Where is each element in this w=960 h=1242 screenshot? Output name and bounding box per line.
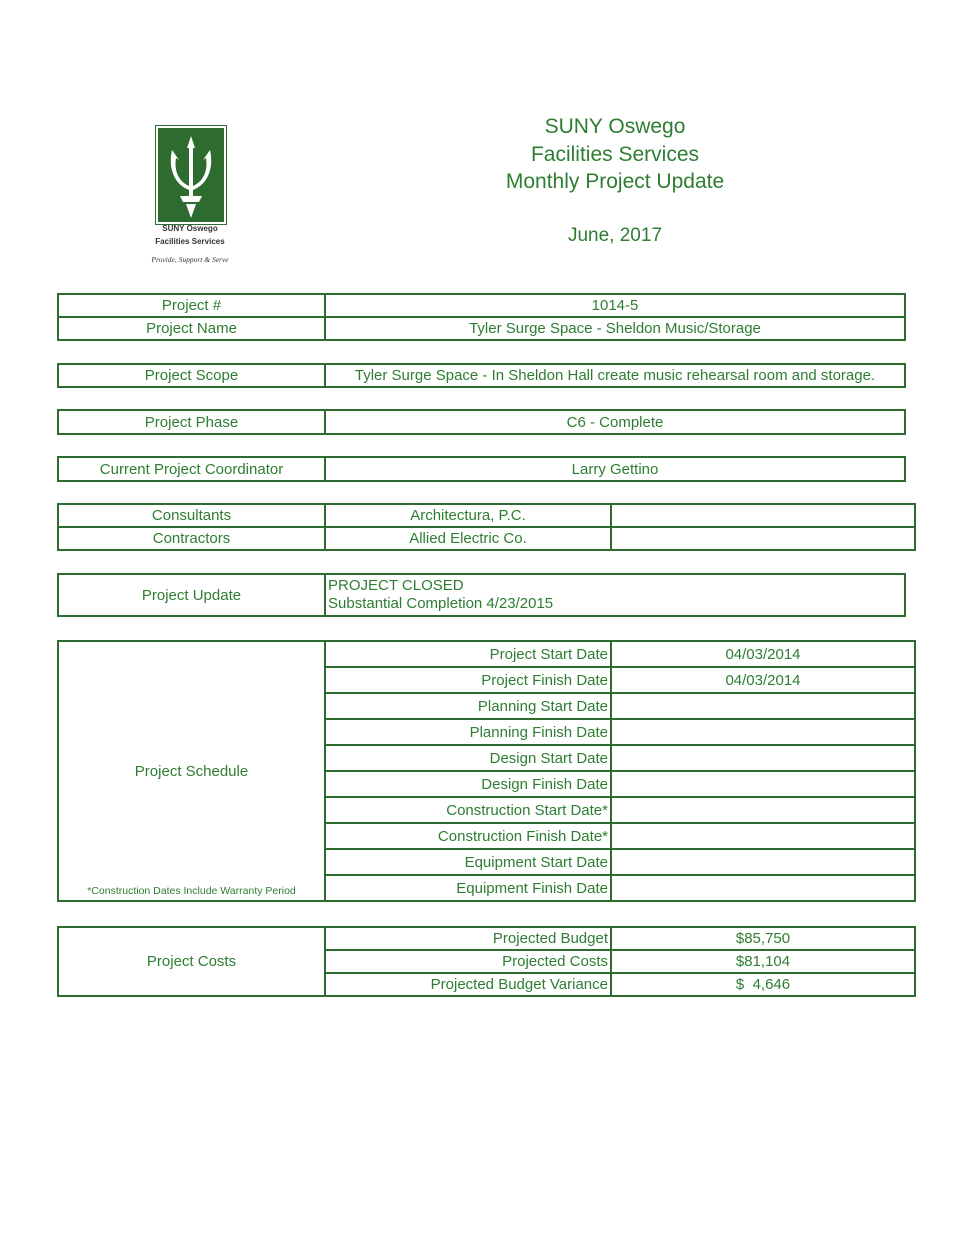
- cost-row-value: $85,750: [611, 927, 915, 950]
- schedule-row-label: Planning Start Date: [325, 693, 611, 719]
- schedule-row-label: Construction Finish Date*: [325, 823, 611, 849]
- contractors-label: Contractors: [58, 527, 325, 550]
- project-schedule-table: [57, 640, 916, 902]
- header-line-3: Monthly Project Update: [505, 170, 725, 193]
- project-schedule-cell: [58, 641, 325, 901]
- project-name: Tyler Surge Space - Sheldon Music/Storage: [325, 317, 905, 340]
- consultants-contractors-table: [57, 503, 916, 551]
- project-id-table: [57, 293, 906, 341]
- project-coordinator-label: Current Project Coordinator: [58, 457, 325, 481]
- schedule-row-label: Planning Finish Date: [325, 719, 611, 745]
- schedule-row-label: Equipment Start Date: [325, 849, 611, 875]
- project-phase-label: Project Phase: [58, 410, 325, 434]
- schedule-row-value: [611, 693, 915, 719]
- project-update-label: Project Update: [58, 574, 325, 616]
- project-update: [325, 574, 905, 616]
- project-coordinator-table: [57, 456, 906, 482]
- cost-row-value: $ 4,646: [611, 973, 915, 996]
- trident-logo-icon: [156, 126, 226, 224]
- consultants-extra: [611, 504, 915, 527]
- project-update-line-2: Substantial Completion 4/23/2015: [328, 595, 554, 612]
- logo-line-1: SUNY Oswego: [162, 224, 218, 233]
- report-header: [470, 113, 760, 249]
- schedule-row-label: Design Finish Date: [325, 771, 611, 797]
- project-costs-label: Project Costs: [58, 927, 325, 996]
- project-phase-table: [57, 409, 906, 435]
- consultants-label: Consultants: [58, 504, 325, 527]
- contractors-extra: [611, 527, 915, 550]
- logo-tagline: Provide, Support & Serve: [151, 255, 229, 264]
- logo-line-2: Facilities Services: [155, 237, 225, 246]
- project-update-table: [57, 573, 906, 617]
- schedule-row-value: 04/03/2014: [611, 667, 915, 693]
- schedule-row-value: [611, 771, 915, 797]
- header-line-1: SUNY Oswego: [544, 115, 686, 138]
- schedule-row-value: [611, 875, 915, 901]
- schedule-row-label: Equipment Finish Date: [325, 875, 611, 901]
- contractors-value: Allied Electric Co.: [325, 527, 611, 550]
- schedule-note: *Construction Dates Include Warranty Period: [87, 885, 296, 897]
- schedule-row-value: [611, 849, 915, 875]
- project-costs-table: [57, 926, 916, 997]
- schedule-row-value: [611, 719, 915, 745]
- header-line-2: Facilities Services: [530, 142, 700, 166]
- cost-row: [58, 927, 915, 950]
- cost-row-label: Projected Budget: [325, 927, 611, 950]
- cost-row-label: Projected Costs: [325, 950, 611, 973]
- cost-row-label: Projected Budget Variance: [325, 973, 611, 996]
- schedule-row-label: Project Start Date: [325, 641, 611, 667]
- schedule-row-label: Construction Start Date*: [325, 797, 611, 823]
- schedule-row-label: Project Finish Date: [325, 667, 611, 693]
- schedule-row-value: [611, 745, 915, 771]
- report-date: June, 2017: [567, 224, 663, 246]
- project-name-label: Project Name: [58, 317, 325, 340]
- project-coordinator: Larry Gettino: [325, 457, 905, 481]
- schedule-row-value: [611, 797, 915, 823]
- project-scope: Tyler Surge Space - In Sheldon Hall create music rehearsal room and storage.: [325, 364, 905, 387]
- schedule-row-value: 04/03/2014: [611, 641, 915, 667]
- project-update-line-1: PROJECT CLOSED: [328, 577, 464, 594]
- cost-row-value: $81,104: [611, 950, 915, 973]
- schedule-row-label: Design Start Date: [325, 745, 611, 771]
- project-scope-table: [57, 363, 906, 388]
- project-phase: C6 - Complete: [325, 410, 905, 434]
- project-schedule-label: Project Schedule: [134, 762, 249, 780]
- project-number: 1014-5: [325, 294, 905, 317]
- logo: [130, 124, 250, 269]
- project-scope-label: Project Scope: [58, 364, 325, 387]
- schedule-row: [58, 641, 915, 667]
- schedule-body: [58, 641, 915, 901]
- consultants-value: Architectura, P.C.: [325, 504, 611, 527]
- schedule-row-value: [611, 823, 915, 849]
- project-number-label: Project #: [58, 294, 325, 317]
- costs-body: [58, 927, 915, 996]
